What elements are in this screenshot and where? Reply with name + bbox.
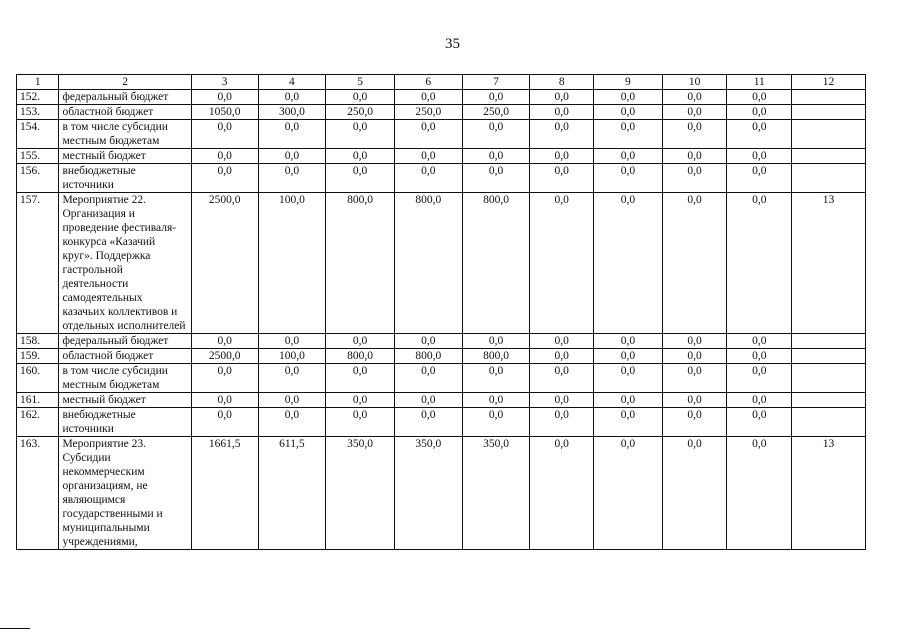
column-header-3: 3 bbox=[191, 75, 258, 90]
value-cell: 0,0 bbox=[594, 393, 663, 408]
value-cell: 0,0 bbox=[462, 408, 530, 437]
value-cell: 0,0 bbox=[258, 364, 326, 393]
value-cell: 0,0 bbox=[394, 364, 462, 393]
value-cell: 0,0 bbox=[662, 364, 727, 393]
value-cell: 800,0 bbox=[394, 193, 462, 334]
value-cell: 0,0 bbox=[191, 120, 258, 149]
row-name: в том числе субсидии местным бюджетам bbox=[59, 120, 191, 149]
value-cell: 0,0 bbox=[462, 149, 530, 164]
value-cell: 0,0 bbox=[191, 408, 258, 437]
value-cell: 0,0 bbox=[326, 334, 395, 349]
value-cell: 0,0 bbox=[662, 334, 727, 349]
value-cell: 0,0 bbox=[258, 164, 326, 193]
value-cell: 0,0 bbox=[662, 164, 727, 193]
value-cell: 0,0 bbox=[462, 90, 530, 105]
value-cell: 0,0 bbox=[662, 120, 727, 149]
table-body bbox=[17, 90, 866, 550]
row-number: 154. bbox=[17, 120, 59, 149]
value-cell: 0,0 bbox=[394, 334, 462, 349]
value-cell: 0,0 bbox=[727, 334, 792, 349]
value-cell: 0,0 bbox=[462, 120, 530, 149]
value-cell: 0,0 bbox=[530, 437, 594, 550]
value-cell: 0,0 bbox=[462, 164, 530, 193]
value-cell: 0,0 bbox=[462, 393, 530, 408]
indicator-cell bbox=[792, 149, 866, 164]
value-cell: 300,0 bbox=[258, 105, 326, 120]
row-name: внебюджетные источники bbox=[59, 164, 191, 193]
column-header-12: 12 bbox=[792, 75, 866, 90]
row-number: 155. bbox=[17, 149, 59, 164]
table-row bbox=[17, 334, 866, 349]
value-cell: 0,0 bbox=[530, 408, 594, 437]
column-header-6: 6 bbox=[394, 75, 462, 90]
value-cell: 0,0 bbox=[727, 105, 792, 120]
value-cell: 0,0 bbox=[727, 90, 792, 105]
value-cell: 0,0 bbox=[727, 149, 792, 164]
value-cell: 0,0 bbox=[326, 408, 395, 437]
value-cell: 0,0 bbox=[394, 120, 462, 149]
value-cell: 0,0 bbox=[594, 164, 663, 193]
table-row bbox=[17, 90, 866, 105]
value-cell: 0,0 bbox=[662, 408, 727, 437]
value-cell: 1661,5 bbox=[191, 437, 258, 550]
row-number: 160. bbox=[17, 364, 59, 393]
value-cell: 250,0 bbox=[394, 105, 462, 120]
value-cell: 800,0 bbox=[326, 349, 395, 364]
indicator-cell: 13 bbox=[792, 193, 866, 334]
indicator-cell bbox=[792, 364, 866, 393]
value-cell: 611,5 bbox=[258, 437, 326, 550]
value-cell: 0,0 bbox=[662, 149, 727, 164]
value-cell: 0,0 bbox=[326, 364, 395, 393]
value-cell: 800,0 bbox=[462, 349, 530, 364]
row-number: 163. bbox=[17, 437, 59, 550]
value-cell: 350,0 bbox=[394, 437, 462, 550]
value-cell: 0,0 bbox=[530, 334, 594, 349]
value-cell: 2500,0 bbox=[191, 349, 258, 364]
value-cell: 0,0 bbox=[594, 364, 663, 393]
column-header-1: 1 bbox=[17, 75, 59, 90]
value-cell: 0,0 bbox=[258, 120, 326, 149]
value-cell: 0,0 bbox=[662, 193, 727, 334]
value-cell: 2500,0 bbox=[191, 193, 258, 334]
value-cell: 0,0 bbox=[530, 164, 594, 193]
row-name: областной бюджет bbox=[59, 349, 191, 364]
value-cell: 0,0 bbox=[326, 393, 395, 408]
value-cell: 0,0 bbox=[394, 164, 462, 193]
value-cell: 0,0 bbox=[258, 408, 326, 437]
indicator-cell bbox=[792, 164, 866, 193]
indicator-cell bbox=[792, 393, 866, 408]
indicator-cell bbox=[792, 120, 866, 149]
value-cell: 0,0 bbox=[326, 120, 395, 149]
value-cell: 0,0 bbox=[594, 120, 663, 149]
value-cell: 350,0 bbox=[326, 437, 395, 550]
indicator-cell bbox=[792, 90, 866, 105]
column-header-11: 11 bbox=[727, 75, 792, 90]
value-cell: 0,0 bbox=[727, 349, 792, 364]
value-cell: 0,0 bbox=[530, 120, 594, 149]
value-cell: 0,0 bbox=[594, 334, 663, 349]
row-number: 153. bbox=[17, 105, 59, 120]
table-row bbox=[17, 149, 866, 164]
row-name: местный бюджет bbox=[59, 393, 191, 408]
column-header-9: 9 bbox=[594, 75, 663, 90]
value-cell: 0,0 bbox=[191, 393, 258, 408]
value-cell: 0,0 bbox=[326, 164, 395, 193]
table-row bbox=[17, 364, 866, 393]
value-cell: 0,0 bbox=[662, 437, 727, 550]
value-cell: 0,0 bbox=[530, 105, 594, 120]
value-cell: 0,0 bbox=[594, 193, 663, 334]
value-cell: 0,0 bbox=[594, 105, 663, 120]
value-cell: 1050,0 bbox=[191, 105, 258, 120]
row-name: федеральный бюджет bbox=[59, 90, 191, 105]
value-cell: 0,0 bbox=[662, 349, 727, 364]
table-row bbox=[17, 437, 866, 550]
footer-rule bbox=[0, 628, 30, 629]
indicator-cell bbox=[792, 408, 866, 437]
value-cell: 250,0 bbox=[326, 105, 395, 120]
value-cell: 0,0 bbox=[727, 393, 792, 408]
value-cell: 0,0 bbox=[530, 364, 594, 393]
row-number: 159. bbox=[17, 349, 59, 364]
indicator-cell bbox=[792, 334, 866, 349]
table-row bbox=[17, 408, 866, 437]
table-row bbox=[17, 105, 866, 120]
row-name: Мероприятие 22. Организация и проведение фестиваля-конкурса «Казачий круг». Поддержка гастрольной деятельности самодеятельных казачьих коллективов и отдельных исполнителей bbox=[59, 193, 191, 334]
row-name: областной бюджет bbox=[59, 105, 191, 120]
value-cell: 0,0 bbox=[594, 349, 663, 364]
row-name: местный бюджет bbox=[59, 149, 191, 164]
row-name: Мероприятие 23. Субсидии некоммерческим организациям, не являющимся государственными и муниципальными учреждениями, bbox=[59, 437, 191, 550]
value-cell: 0,0 bbox=[594, 408, 663, 437]
table-row bbox=[17, 164, 866, 193]
row-name: федеральный бюджет bbox=[59, 334, 191, 349]
value-cell: 100,0 bbox=[258, 193, 326, 334]
value-cell: 0,0 bbox=[530, 149, 594, 164]
table-row bbox=[17, 193, 866, 334]
value-cell: 0,0 bbox=[662, 90, 727, 105]
value-cell: 0,0 bbox=[326, 149, 395, 164]
column-header-4: 4 bbox=[258, 75, 326, 90]
indicator-cell bbox=[792, 105, 866, 120]
value-cell: 0,0 bbox=[530, 90, 594, 105]
page-number: 35 bbox=[445, 36, 460, 52]
value-cell: 0,0 bbox=[191, 149, 258, 164]
value-cell: 0,0 bbox=[594, 90, 663, 105]
value-cell: 0,0 bbox=[191, 164, 258, 193]
header-row bbox=[17, 75, 866, 90]
value-cell: 0,0 bbox=[258, 334, 326, 349]
value-cell: 800,0 bbox=[326, 193, 395, 334]
value-cell: 0,0 bbox=[594, 437, 663, 550]
value-cell: 0,0 bbox=[530, 393, 594, 408]
value-cell: 0,0 bbox=[727, 408, 792, 437]
value-cell: 350,0 bbox=[462, 437, 530, 550]
value-cell: 800,0 bbox=[394, 349, 462, 364]
row-number: 156. bbox=[17, 164, 59, 193]
column-header-5: 5 bbox=[326, 75, 395, 90]
value-cell: 0,0 bbox=[191, 90, 258, 105]
row-number: 162. bbox=[17, 408, 59, 437]
column-header-10: 10 bbox=[662, 75, 727, 90]
value-cell: 0,0 bbox=[462, 364, 530, 393]
value-cell: 0,0 bbox=[326, 90, 395, 105]
value-cell: 0,0 bbox=[258, 393, 326, 408]
value-cell: 0,0 bbox=[462, 334, 530, 349]
indicator-cell bbox=[792, 349, 866, 364]
value-cell: 0,0 bbox=[394, 393, 462, 408]
value-cell: 0,0 bbox=[394, 149, 462, 164]
value-cell: 0,0 bbox=[662, 105, 727, 120]
value-cell: 800,0 bbox=[462, 193, 530, 334]
value-cell: 0,0 bbox=[258, 90, 326, 105]
value-cell: 0,0 bbox=[394, 90, 462, 105]
row-number: 157. bbox=[17, 193, 59, 334]
value-cell: 0,0 bbox=[727, 364, 792, 393]
row-name: в том числе субсидии местным бюджетам bbox=[59, 364, 191, 393]
value-cell: 100,0 bbox=[258, 349, 326, 364]
indicator-cell: 13 bbox=[792, 437, 866, 550]
value-cell: 0,0 bbox=[594, 149, 663, 164]
column-header-7: 7 bbox=[462, 75, 530, 90]
value-cell: 0,0 bbox=[727, 164, 792, 193]
row-name: внебюджетные источники bbox=[59, 408, 191, 437]
value-cell: 0,0 bbox=[727, 437, 792, 550]
value-cell: 0,0 bbox=[727, 193, 792, 334]
value-cell: 0,0 bbox=[530, 193, 594, 334]
table-row bbox=[17, 393, 866, 408]
table-row bbox=[17, 349, 866, 364]
value-cell: 0,0 bbox=[258, 149, 326, 164]
row-number: 161. bbox=[17, 393, 59, 408]
table-row bbox=[17, 120, 866, 149]
value-cell: 0,0 bbox=[530, 349, 594, 364]
value-cell: 0,0 bbox=[394, 408, 462, 437]
value-cell: 0,0 bbox=[191, 364, 258, 393]
value-cell: 250,0 bbox=[462, 105, 530, 120]
value-cell: 0,0 bbox=[727, 120, 792, 149]
row-number: 158. bbox=[17, 334, 59, 349]
column-header-8: 8 bbox=[530, 75, 594, 90]
budget-table bbox=[16, 74, 866, 550]
value-cell: 0,0 bbox=[191, 334, 258, 349]
value-cell: 0,0 bbox=[662, 393, 727, 408]
row-number: 152. bbox=[17, 90, 59, 105]
column-header-2: 2 bbox=[59, 75, 191, 90]
